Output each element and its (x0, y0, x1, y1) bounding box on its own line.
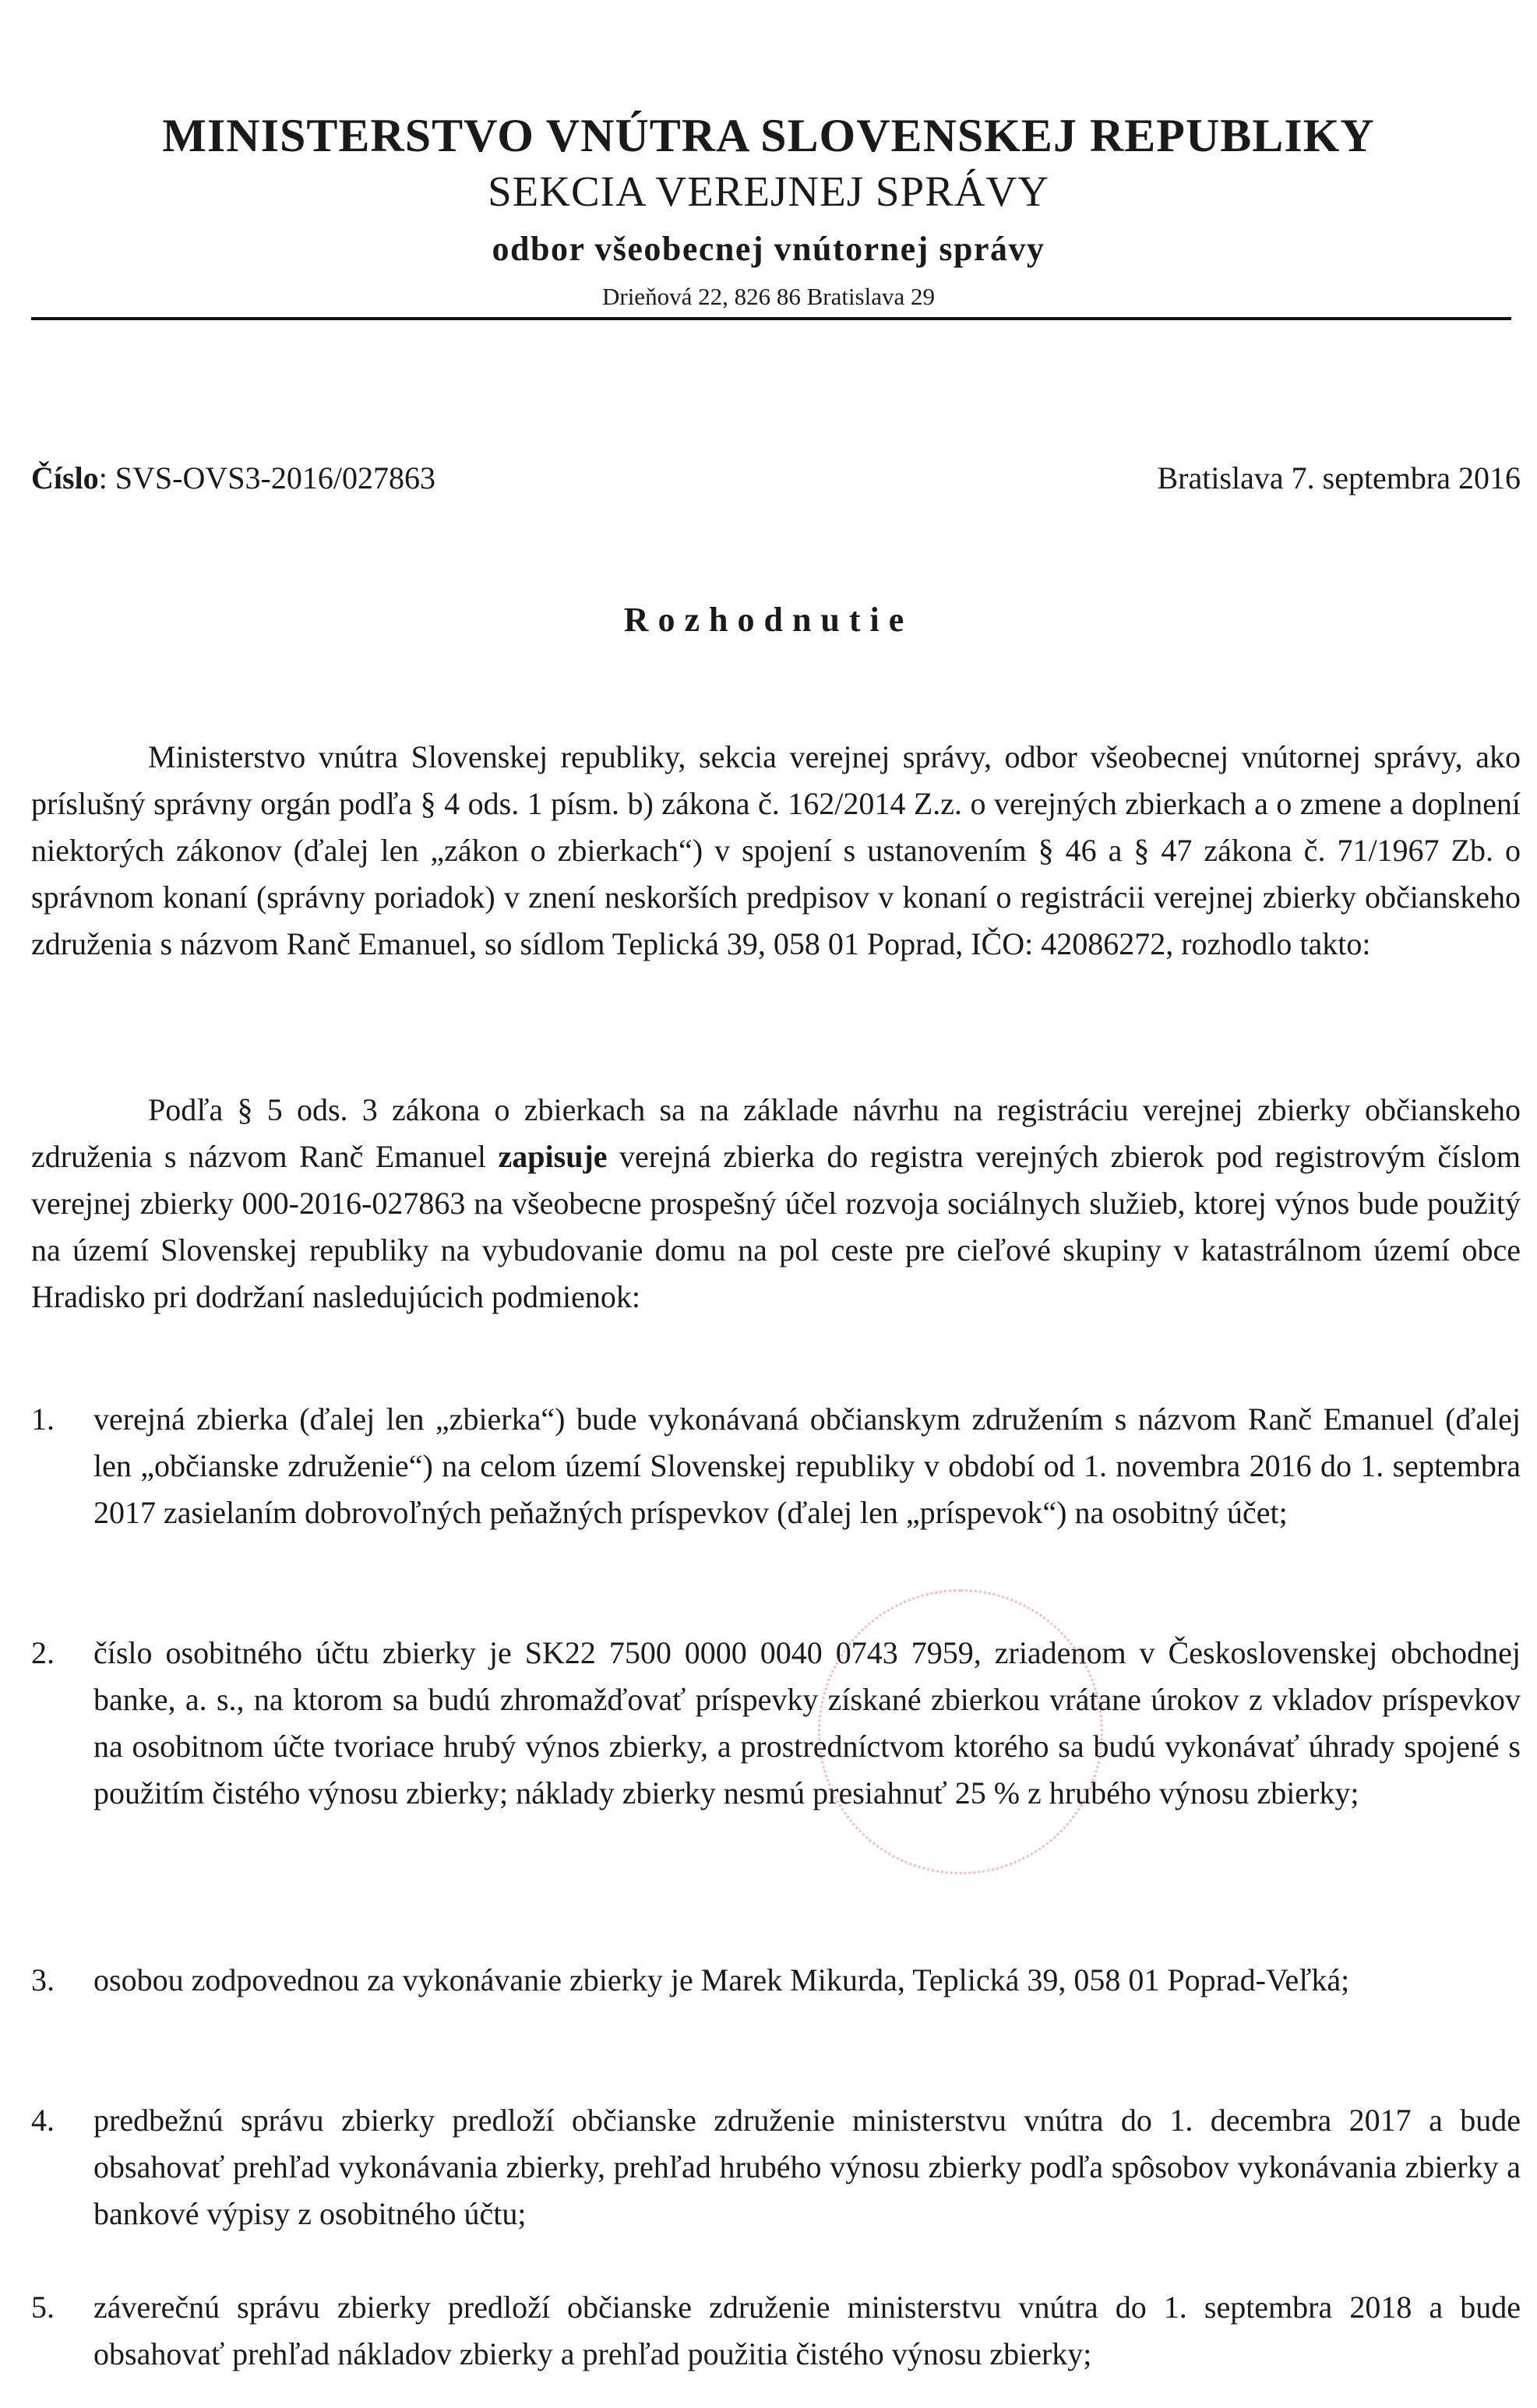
condition-number: 3. (31, 1962, 55, 1997)
intro-paragraph: Ministerstvo vnútra Slovenskej republiky, sekcia verejnej správy, odbor všeobecnej vnútornej správy, ako príslušný správny orgán podľa § 4 ods. 1 písm. b) zákona č. 162/2014 Z.z. o verejných zbierkach a o zmene a doplnení niektorých zákonov (ďalej len „zákon o zbierkach“) v spojení s ustanovením § 46 a § 47 zákona č. 71/1967 Zb. o správnom konaní (správny poriadok) v znení neskorších predpisov v konaní o registrácii verejnej zbierky občianskeho združenia s názvom Ranč Emanuel, so sídlom Teplická 39, 058 01 Poprad, IČO: 42086272, rozhodlo takto: (31, 739, 1521, 961)
header-divider (31, 317, 1511, 320)
condition-text: záverečnú správu zbierky predloží občianske združenie ministerstvu vnútra do 1. septembra 2018 a bude obsahovať prehľad nákladov zbierky a prehľad použitia čistého výnosu zbierky; (93, 2290, 1521, 2371)
condition-list-5 (31, 2284, 1521, 2378)
decision-paragraph (31, 1087, 1521, 1320)
condition-item (31, 2284, 1521, 2378)
condition-list-4 (31, 2097, 1521, 2237)
document-title: Rozhodnutie (623, 601, 914, 639)
condition-list-3 (31, 1957, 1521, 2004)
decision-keyword: zapisuje (498, 1139, 608, 1174)
condition-item (31, 1396, 1521, 1536)
reference-value: : SVS-OVS3-2016/027863 (98, 460, 435, 495)
reference-label: Číslo (31, 460, 99, 495)
reference-number (31, 460, 435, 496)
condition-list-1 (31, 1396, 1521, 1536)
ministry-heading: MINISTERSTVO VNÚTRA SLOVENSKEJ REPUBLIKY (162, 110, 1375, 161)
condition-text: číslo osobitného účtu zbierky je SK22 7500 0000 0040 0743 7959, zriadenom v Československej obchodnej banke, a. s., na ktorom sa budú zhromažďovať príspevky získané zbierkou vrátane úrokov z vkladov príspevkov na osobitnom účte tvoriace hrubý výnos zbierky, a prostredníctvom ktorého sa budú vykonávať úhrady spojené s použitím čistého výnosu zbierky; náklady zbierky nesmú presiahnuť 25 % z hrubého výnosu zbierky; (93, 1635, 1521, 1810)
decision-text-start: Podľa § 5 ods. 3 zákona o zbierkach sa na základe návrhu na registráciu verejnej zbierky občianskeho združenia s názvom Ranč Emanuel (31, 1092, 1521, 1174)
condition-item (31, 2097, 1521, 2237)
condition-number: 1. (31, 1401, 55, 1437)
condition-item (31, 1957, 1521, 2004)
office-address: Drieňová 22, 826 86 Bratislava 29 (601, 283, 936, 310)
condition-text: verejná zbierka (ďalej len „zbierka“) bude vykonávaná občianskym združením s názvom Ranč Emanuel (ďalej len „občianske združenie“) na celom území Slovenskej republiky v období od 1. novembra 2016 do 1. septembra 2017 zasielaním dobrovoľných peňažných príspevkov (ďalej len „príspevok“) na osobitný účet; (93, 1401, 1521, 1530)
condition-number: 4. (31, 2103, 55, 2138)
department-heading: odbor všeobecnej vnútornej správy (492, 230, 1045, 268)
condition-list-2 (31, 1630, 1521, 1817)
condition-text: osobou zodpovednou za vykonávanie zbierky je Marek Mikurda, Teplická 39, 058 01 Poprad-Veľká; (93, 1962, 1350, 1997)
condition-number: 2. (31, 1635, 55, 1670)
section-heading: SEKCIA VEREJNEJ SPRÁVY (488, 167, 1049, 215)
condition-text: predbežnú správu zbierky predloží občianske združenie ministerstvu vnútra do 1. decembra 2017 a bude obsahovať prehľad vykonávania zbierky, prehľad hrubého výnosu zbierky podľa spôsobov vykonávania zbierky a bankové výpisy z osobitného účtu; (93, 2103, 1521, 2231)
faint-stamp-mark (818, 1589, 1103, 1874)
condition-number: 5. (31, 2290, 55, 2325)
condition-item (31, 1630, 1521, 1817)
place-and-date: Bratislava 7. septembra 2016 (1157, 460, 1521, 495)
decision-text-end: verejná zbierka do registra verejných zbierok pod registrovým číslom verejnej zbierky 000-2016-027863 na všeobecne prospešný účel rozvoja sociálnych služieb, ktorej výnos bude použitý na území Slovenskej republiky na vybudovanie domu na pol ceste pre cieľové skupiny v katastrálnom území obce Hradisko pri dodržaní nasledujúcich podmienok: (31, 1139, 1521, 1314)
